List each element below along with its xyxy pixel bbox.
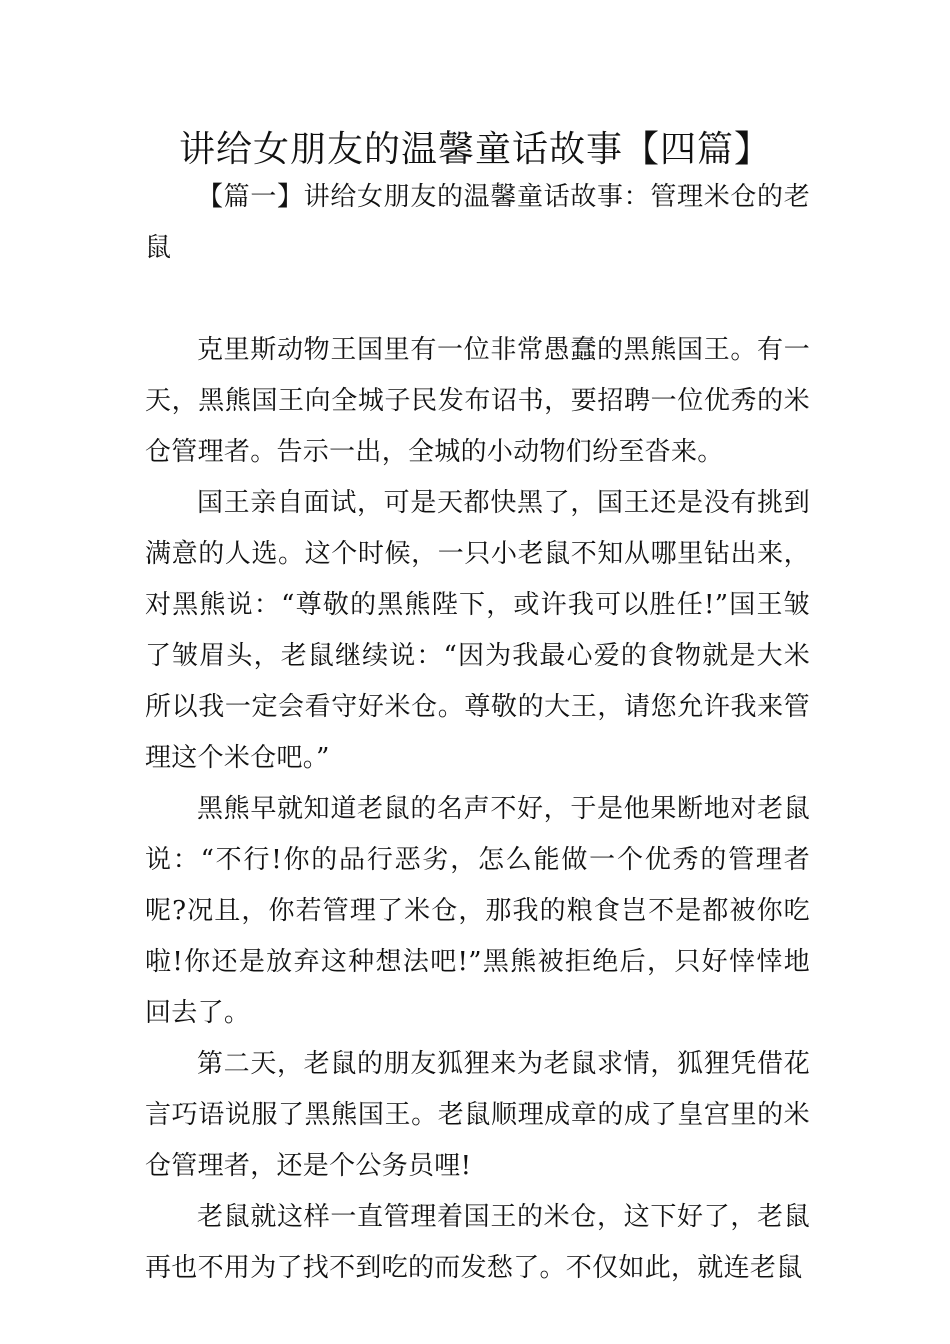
paragraph: 黑熊早就知道老鼠的名声不好，于是他果断地对老鼠说：“不行!你的品行恶劣，怎么能做一个优秀的管理者呢?况且，你若管理了米仓，那我的粮食岂不是都被你吃啦!你还是放弃这种想法吧!”黑熊被拒绝后，只好悻悻地回去了。	[145, 794, 810, 1028]
paragraph: 克里斯动物王国里有一位非常愚蠢的黑熊国王。有一天，黑熊国王向全城子民发布诏书，要招聘一位优秀的米仓管理者。告示一出，全城的小动物们纷至沓来。	[145, 335, 810, 467]
document-body	[145, 172, 810, 1294]
paragraph: 老鼠就这样一直管理着国王的米仓，这下好了，老鼠再也不用为了找不到吃的而发愁了。不仅如此，就连老鼠	[145, 1202, 810, 1283]
section-heading: 【篇一】讲给女朋友的温馨童话故事：管理米仓的老鼠	[145, 182, 810, 263]
paragraph: 第二天，老鼠的朋友狐狸来为老鼠求情，狐狸凭借花言巧语说服了黑熊国王。老鼠顺理成章的成了皇宫里的米仓管理者，还是个公务员哩!	[145, 1049, 810, 1181]
paragraph: 国王亲自面试，可是天都快黑了，国王还是没有挑到满意的人选。这个时候，一只小老鼠不知从哪里钻出来，对黑熊说：“尊敬的黑熊陛下，或许我可以胜任!”国王皱了皱眉头，老鼠继续说：“因为我最心爱的食物就是大米所以我一定会看守好米仓。尊敬的大王，请您允许我来管理这个米仓吧。”	[145, 488, 810, 773]
page-title: 讲给女朋友的温馨童话故事【四篇】	[178, 129, 771, 170]
